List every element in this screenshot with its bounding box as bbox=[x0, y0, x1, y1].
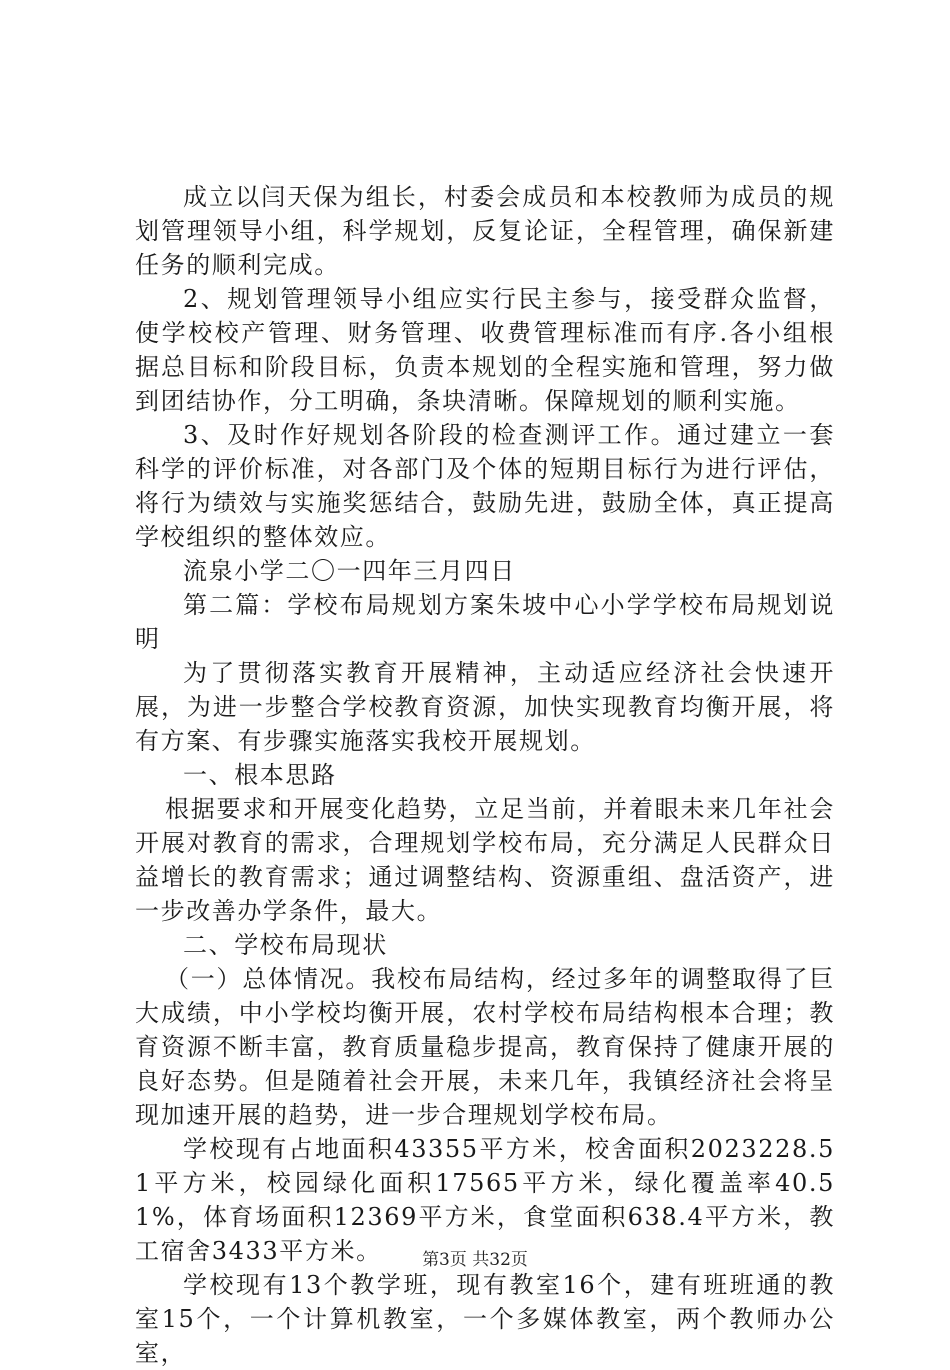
heading-basic-idea: 一、根本思路 bbox=[183, 761, 337, 789]
paragraph-item-3: 3、及时作好规划各阶段的检查测评工作。通过建立一套科学的评价标准，对各部门及个体的短期目标行为进行评估，将行为绩效与实施奖惩结合，鼓励先进，鼓励全体，真正提高学校组织的整体效应。 bbox=[135, 421, 835, 551]
signature-date: 流泉小学二〇一四年三月四日 bbox=[183, 557, 516, 585]
paragraph-classes: 学校现有13个教学班，现有教室16个，建有班班通的教室15个，一个计算机教室，一个多媒体教室，两个教师办公室， bbox=[135, 1271, 835, 1367]
heading-current-status: 二、学校布局现状 bbox=[183, 931, 388, 959]
paragraph-overall: （一）总体情况。我校布局结构，经过多年的调整取得了巨大成绩，中小学校均衡开展，农村学校布局结构根本合理；教育资源不断丰富，教育质量稳步提高，教育保持了健康开展的良好态势。但是随着社会开展，未来几年，我镇经济社会将呈现加速开展的趋势，进一步合理规划学校布局。 bbox=[135, 965, 835, 1129]
paragraph-leadership-group: 成立以闫天保为组长，村委会成员和本校教师为成员的规划管理领导小组，科学规划，反复论证，全程管理，确保新建任务的顺利完成。 bbox=[135, 183, 835, 279]
paragraph-basic-idea: 根据要求和开展变化趋势，立足当前，并着眼未来几年社会开展对教育的需求，合理规划学校布局，充分满足人民群众日益增长的教育需求；通过调整结构、资源重组、盘活资产，进一步改善办学条件，最大。 bbox=[135, 795, 835, 925]
section-title: 第二篇：学校布局规划方案朱坡中心小学学校布局规划说明 bbox=[135, 591, 835, 653]
paragraph-intro: 为了贯彻落实教育开展精神，主动适应经济社会快速开展，为进一步整合学校教育资源，加快实现教育均衡开展，将有方案、有步骤实施落实我校开展规划。 bbox=[135, 659, 835, 755]
paragraph-area-stats: 学校现有占地面积43355平方米，校舍面积2023228.51平方米，校园绿化面积17565平方米，绿化覆盖率40.51%，体育场面积12369平方米，食堂面积638.4平方米，教工宿舍3433平方米。 bbox=[135, 1135, 835, 1265]
paragraph-item-2: 2、规划管理领导小组应实行民主参与，接受群众监督，使学校校产管理、财务管理、收费管理标准而有序.各小组根据总目标和阶段目标，负责本规划的全程实施和管理，努力做到团结协作，分工明确，条块清晰。保障规划的顺利实施。 bbox=[135, 285, 835, 415]
page-number-footer: 第3页 共32页 bbox=[422, 1250, 528, 1270]
document-body bbox=[135, 180, 835, 1370]
